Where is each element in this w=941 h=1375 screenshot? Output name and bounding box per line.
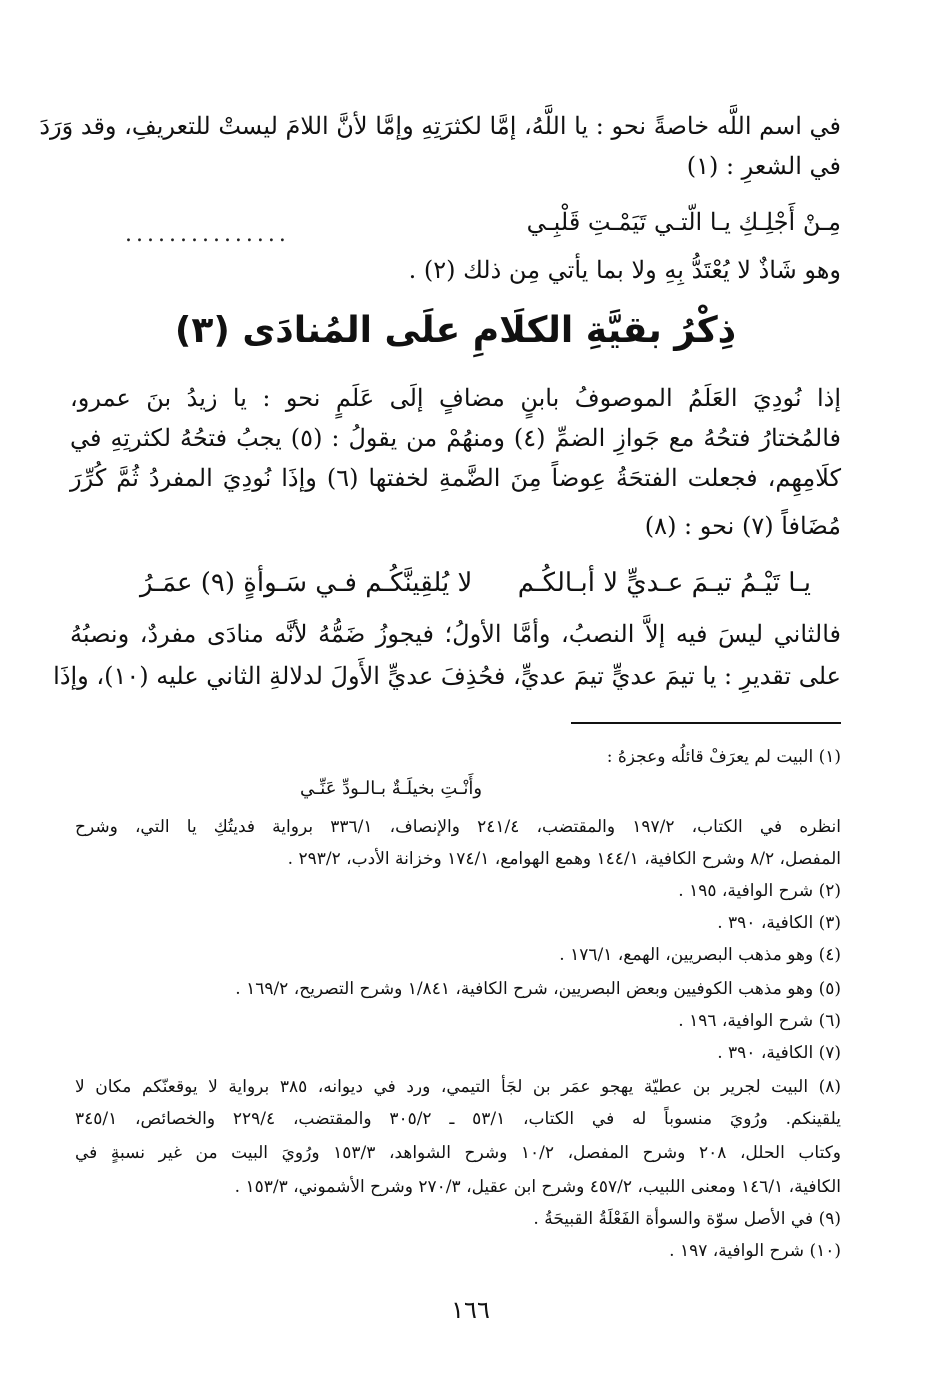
section-heading: ذِكْرُ بقيَّةِ الكلَامِ علَى المُنادَى (٣) [174, 310, 737, 351]
footnote-5: (٥) وهو مذهب الكوفيين وبعض البصريين، شرح الكافية، ١/٨٤١ وشرح التصريح، ١٦٩/٢ . [235, 979, 841, 999]
verse-2-second-hemistich: لا يُلقِينَّكُـم فـي سَـوأةٍ (٩) عمَـرُ [140, 568, 473, 598]
footnote-9: (٩) في الأصل سوّة والسوأة الفَعْلَةُ القبيحَةُ . [533, 1209, 841, 1229]
footnote-7: (٧) الكافية، ٣٩٠ . [717, 1043, 841, 1063]
footnote-8-line-2: يلقينكم. ورُويَ منسوباً له في الكتاب، ٥٣/١ ـ ٣٠٥/٢ والمقتضب، ٢٢٩/٤ والخصائص، ٣٤٥/١ [75, 1109, 841, 1129]
body-line-9: على تقديرِ : يا تيمَ عديٍّ تيمَ عديٍّ، فحُذِفَ عديٍّ الأَولَ لدلالةِ الثاني عليه (١٠)، وإذَا [53, 662, 841, 690]
footnote-8-line-1: (٨) البيت لجرير بن عطيّة يهجو عمَر بن لجَأ التيمي، ورد في ديوانه، ٣٨٥ برواية لا يوقعنّكم مكان لا [75, 1077, 841, 1097]
verse-2-first-hemistich: يـا تَيْـمُ تيـمَ عـديٍّ لا أبـالكُـم [517, 568, 811, 598]
verse-1-elision-dots: ............... [125, 222, 290, 247]
body-line-8: فالثاني ليسَ فيه إلاَّ النصبُ، وأمَّا الأولُ؛ فيجوزُ ضَمُّهُ لأنَّه منادَى مفردٌ، ونصبُهُ [70, 620, 841, 648]
footnote-1-verse: وأَنْـتِ بخيلَـةٌ بـالـودِّ عَنِّـي [300, 778, 483, 799]
footnote-1-line-2: انظره في الكتاب، ١٩٧/٢ والمقتضب، ٢٤١/٤ والإنصاف، ٣٣٦/١ برواية فديتُكِ يا التي، وشرح [75, 817, 841, 837]
body-line-7: مُضَافاً (٧) نحو : (٨) [644, 512, 841, 540]
footnote-6: (٦) شرح الوافية، ١٩٦ . [678, 1011, 841, 1031]
verse-1-hemistich: مِـنْ أَجْلِـكِ يـا الّتـي تَيَمْـتِ قَلْبِـي [526, 208, 841, 236]
body-line-5: فالمُختارُ فتحُهُ مع جَوازِ الضمِّ (٤) ومنهُمْ من يقولُ : (٥) يجبُ فتحُهُ لكثرتِهِ في [70, 424, 842, 452]
footnote-1-line-3: المفصل، ٨/٢ وشرح الكافية، ١٤٤/١ وهمع الهوامع، ١٧٤/١ وخزانة الأدب، ٢٩٣/٢ . [287, 849, 841, 869]
footnote-1-line-1: (١) البيت لم يعرَفْ قائلُه وعجزهُ : [606, 747, 841, 767]
footnote-2: (٢) شرح الوافية، ١٩٥ . [678, 881, 841, 901]
footnote-4: (٤) وهو مذهب البصريين، الهمع، ١٧٦/١ . [559, 945, 841, 965]
footnote-8-line-3: وكتاب الحلل، ٢٠٨ وشرح المفصل، ١٠/٢ وشرح الشواهد، ١٥٣/٣ ورُويَ البيت من غير نسبةٍ في [75, 1143, 842, 1163]
page-number: ١٦٦ [451, 1296, 490, 1324]
footnote-8-line-4: الكافية، ١٤٦/١ ومعنى اللبيب، ٤٥٧/٢ وشرح ابن عقيل، ٢٧٠/٣ وشرح الأشموني، ١٥٣/٣ . [234, 1177, 841, 1197]
body-line-1: في اسم اللَّه خاصةً نحو : يا اللَّهُ، إمَّا لكثرَتِهِ وإمَّا لأنَّ اللامَ ليستْ للتعريفِ، وقد وَرَدَ [39, 112, 841, 140]
footnote-10: (١٠) شرح الوافية، ١٩٧ . [669, 1241, 841, 1261]
body-line-6: كلَامِهِم، فجعلت الفتحَةُ عِوضاً مِنَ الضَّمةِ لخفتها (٦) وإذَا نُودِيَ المفردُ ثُمَّ كُرِّرَ [70, 464, 841, 492]
footnote-3: (٣) الكافية، ٣٩٠ . [717, 913, 841, 933]
body-line-4: إذا نُودِيَ العَلَمُ الموصوفُ بابنٍ مضافٍ إلَى عَلَمٍ نحو : يا زيدُ بنَ عمرو، [70, 384, 841, 412]
body-line-3: وهو شَاذٌ لا يُعْتَدُّ بِهِ ولا بما يأتي مِن ذلك (٢) . [408, 256, 841, 284]
footnote-separator [571, 722, 841, 724]
body-line-2: في الشعرِ : (١) [686, 152, 841, 180]
